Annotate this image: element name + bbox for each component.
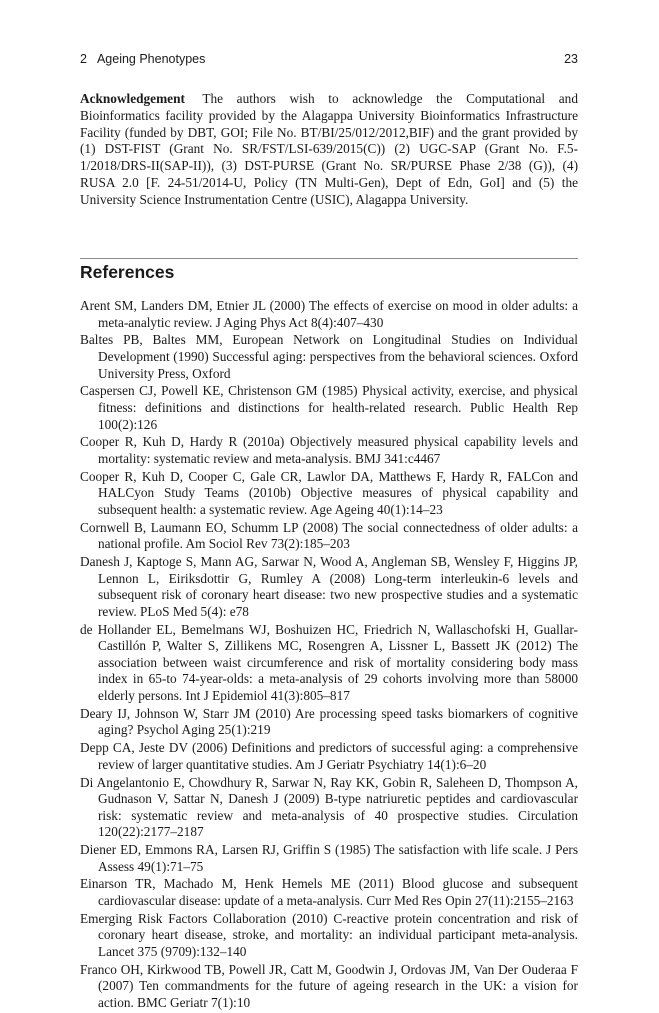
reference-item: Deary IJ, Johnson W, Starr JM (2010) Are processing speed tasks biomarkers of cognitive aging? Psychol Aging 25(1):219 (80, 705, 578, 738)
references-title: References (80, 262, 175, 282)
reference-item: Cornwell B, Laumann EO, Schumm LP (2008) The social connectedness of older adults: a national profile. Am Sociol Rev 73(2):185–203 (80, 519, 578, 552)
acknowledgement-heading: Acknowledgement (80, 91, 185, 106)
reference-item: Depp CA, Jeste DV (2006) Definitions and predictors of successful aging: a comprehensive review of larger quantitative studies. Am J Geriatr Psychiatry 14(1):6–20 (80, 740, 578, 772)
reference-item: Baltes PB, Baltes MM, European Network on Longitudinal Studies on Individual Development (1990) Successful aging: perspectives from the behavioral sciences. Oxford University Press, Oxford (80, 332, 578, 381)
acknowledgement-text: The authors wish to acknowledge the Computational and Bioinformatics facility provided by the Alagappa University Bioinformatics Infrastructure Facility (funded by DBT, GOI; File No. BT/BI/25/012/2012,BIF) and the grant provided by (1) DST-FIST (Grant No. SR/FST/LSI-639/2015(C)) (2) UGC-SAP (Grant No. F.5-1/2018/DRS-II(SAP-II)), (3) DST-PURSE (Grant No. SR/PURSE Phase 2/38 (G)), (4) RUSA 2.0 [F. 24-51/2014-U, Policy (TN Multi-Gen), Dept of Edn, GoI] and (5) the University Science Instrumentation Centre (USIC), Alagappa University. (80, 91, 578, 207)
chapter-number: 2 (80, 52, 87, 66)
page-number: 23 (564, 52, 578, 66)
reference-item: Einarson TR, Machado M, Henk Hemels ME (2011) Blood glucose and subsequent cardiovascular disease: update of a meta-analysis. Curr Med Res Opin 27(11):2155–2163 (80, 876, 578, 909)
chapter-title: Ageing Phenotypes (96, 52, 206, 66)
reference-item: de Hollander EL, Bemelmans WJ, Boshuizen HC, Friedrich N, Wallaschofski H, Guallar-Castillón P, Walter S, Zillikens MC, Rosengren A, Lissner L, Bassett JK (2012) The association between waist circumference and risk of mortality considering body mass index in 65-to 74-year-olds: a meta-analysis of 29 cohorts involving more than 58000 elderly persons. Int J Epidemiol 41(3):805–817 (80, 621, 578, 703)
reference-item: Cooper R, Kuh D, Hardy R (2010a) Objectively measured physical capability levels and mortality: systematic review and meta-analysis. BMJ 341:c4467 (80, 434, 578, 466)
reference-item: Emerging Risk Factors Collaboration (2010) C-reactive protein concentration and risk of coronary heart disease, stroke, and mortality: an individual participant meta-analysis. Lancet 375 (9709):132–140 (80, 910, 578, 959)
reference-item: Diener ED, Emmons RA, Larsen RJ, Griffin S (1985) The satisfaction with life scale. J Pers Assess 49(1):71–75 (80, 842, 578, 874)
acknowledgement-section (80, 91, 578, 209)
reference-item: Di Angelantonio E, Chowdhury R, Sarwar N, Ray KK, Gobin R, Saleheen D, Thompson A, Gudnason V, Sattar N, Danesh J (2009) B-type natriuretic peptides and cardiovascular risk: systematic review and meta-analysis of 40 prospective studies. Circulation 120(22):2177–2187 (80, 774, 578, 840)
chapter-heading (80, 52, 205, 66)
reference-list (80, 298, 578, 1013)
section-divider (80, 258, 578, 259)
running-header (80, 52, 578, 70)
reference-item: Franco OH, Kirkwood TB, Powell JR, Catt M, Goodwin J, Ordovas JM, Van Der Ouderaa F (2007) Ten commandments for the future of ageing research in the UK: a vision for action. BMC Geriatr 7(1):10 (80, 961, 578, 1010)
reference-item: Danesh J, Kaptoge S, Mann AG, Sarwar N, Wood A, Angleman SB, Wensley F, Higgins JP, Lennon L, Eiriksdottir G, Rumley A (2008) Long-term interleukin-6 levels and subsequent risk of coronary heart disease: two new prospective studies and a systematic review. PLoS Med 5(4): e78 (80, 554, 578, 619)
reference-item: Arent SM, Landers DM, Etnier JL (2000) The effects of exercise on mood in older adults: a meta-analytic review. J Aging Phys Act 8(4):407–430 (80, 298, 578, 330)
reference-item: Caspersen CJ, Powell KE, Christenson GM (1985) Physical activity, exercise, and physical fitness: definitions and distinctions for health-related research. Public Health Rep 100(2):126 (80, 383, 578, 432)
reference-item: Cooper R, Kuh D, Cooper C, Gale CR, Lawlor DA, Matthews F, Hardy R, FALCon and HALCyon Study Teams (2010b) Objective measures of physical capability and subsequent health: a systematic review. Age Ageing 40(1):14–23 (80, 468, 578, 517)
